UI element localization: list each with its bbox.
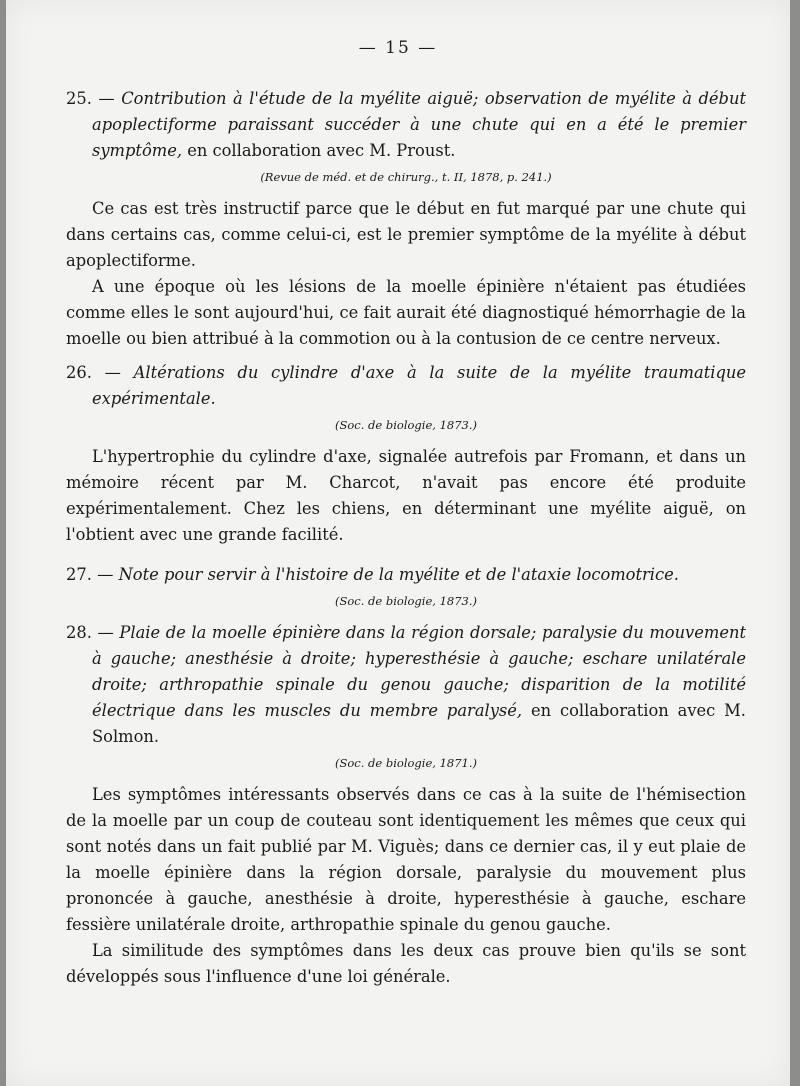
entry-heading	[66, 86, 746, 164]
spacer	[66, 548, 746, 562]
entry-dash: —	[97, 565, 114, 584]
entry-heading	[66, 562, 746, 588]
entry-title: Plaie de la moelle épinière dans la région dorsale; paralysie du mouvement à gauche; anesthésie à droite; hyperesthésie à gauche; eschare unilatérale droite; arthropathie spinale du genou gauche; disparition de la motilité électrique dans les muscles du membre paralysé,	[92, 623, 746, 720]
entry-heading	[66, 360, 746, 412]
entry-paragraph: Les symptômes intéressants observés dans ce cas à la suite de l'hémisection de la moelle par un coup de couteau sont identiquement les mêmes que ceux qui sont notés dans un fait publié par M. Viguès; dans ce dernier cas, il y eut plaie de la moelle épinière dans la région dorsale, paralysie du mouvement plus prononcée à gauche, anesthésie à droite, hyperesthésie à gauche, eschare fessière unilatérale droite, arthropathie spinale du genou gauche.	[66, 785, 746, 934]
entry-title: Contribution à l'étude de la myélite aiguë; observation de myélite à début apoplectiforme paraissant succéder à une chute qui en a été le premier symptôme,	[92, 89, 746, 160]
entry-dash: —	[98, 89, 115, 108]
page-number: — 15 —	[358, 38, 438, 58]
entry-dash: —	[97, 623, 114, 642]
entry-paragraph: L'hypertrophie du cylindre d'axe, signalée autrefois par Fromann, et dans un mémoire récent par M. Charcot, n'avait pas encore été produite expérimentalement. Chez les chiens, en déterminant une myélite aiguë, on l'obtient avec une grande facilité.	[66, 447, 746, 544]
entry-heading	[66, 620, 746, 750]
entry-28	[66, 620, 746, 990]
entry-paragraph: Ce cas est très instructif parce que le début en fut marqué par une chute qui dans certains cas, comme celui-ci, est le premier symptôme de la myélite à début apoplectiforme.	[66, 199, 746, 270]
entry-collaboration: en collaboration avec M. Proust.	[182, 141, 456, 160]
entry-dash: —	[104, 363, 121, 382]
page-content	[66, 86, 746, 990]
spacer	[66, 352, 746, 360]
entry-number: 28.	[66, 623, 92, 642]
entry-25	[66, 86, 746, 352]
entry-paragraph: La similitude des symptômes dans les deux cas prouve bien qu'ils se sont développés sous l'influence d'une loi générale.	[66, 941, 746, 986]
entry-number: 25.	[66, 89, 92, 108]
document-page	[6, 0, 790, 1086]
entry-title: Altérations du cylindre d'axe à la suite de la myélite traumatique expérimentale.	[92, 363, 746, 408]
entry-reference: (Soc. de biologie, 1871.)	[335, 756, 477, 770]
entry-reference: (Soc. de biologie, 1873.)	[335, 418, 477, 432]
entry-title: Note pour servir à l'histoire de la myélite et de l'ataxie locomotrice.	[118, 565, 679, 584]
entry-26	[66, 360, 746, 548]
entry-reference: (Soc. de biologie, 1873.)	[335, 594, 477, 608]
entry-number: 27.	[66, 565, 92, 584]
entry-27	[66, 562, 746, 610]
entry-paragraph: A une époque où les lésions de la moelle épinière n'étaient pas étudiées comme elles le sont aujourd'hui, ce fait aurait été diagnostiqué hémorrhagie de la moelle ou bien attribué à la commotion ou à la contusion de ce centre nerveux.	[66, 277, 746, 348]
entry-reference: (Revue de méd. et de chirurg., t. II, 1878, p. 241.)	[260, 170, 552, 184]
entry-number: 26.	[66, 363, 92, 382]
entry-collaboration: en collaboration avec M. Solmon.	[92, 701, 746, 746]
